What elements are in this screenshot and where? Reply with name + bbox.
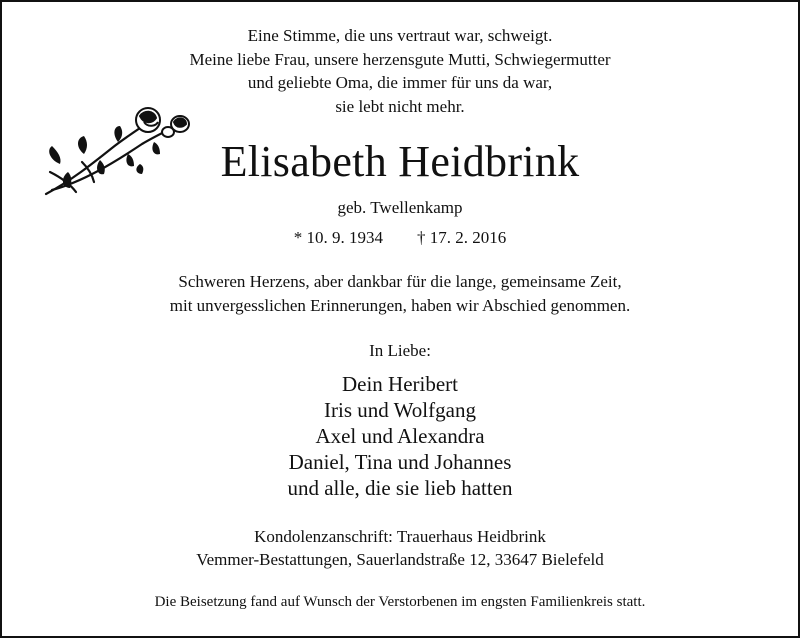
death-date: † 17. 2. 2016 [417, 228, 507, 247]
burial-note: Die Beisetzung fand auf Wunsch der Verstorbenen im engsten Familienkreis statt. [154, 594, 646, 610]
farewell-line: Schweren Herzens, aber dankbar für die lange, gemeinsame Zeit, [178, 272, 622, 291]
mourner: Iris und Wolfgang [324, 398, 476, 422]
address-line: Vemmer-Bestattungen, Sauerlandstraße 12, 33647 Bielefeld [196, 550, 604, 569]
intro-line: sie lebt nicht mehr. [335, 96, 465, 116]
intro-line: und geliebte Oma, die immer für uns da war, [247, 73, 553, 92]
mourner: Dein Heribert [341, 372, 459, 396]
intro-line: Meine liebe Frau, unsere herzensgute Mutti, Schwiegermutter [189, 49, 611, 69]
farewell-line: mit unvergesslichen Erinnerungen, haben wir Abschied genommen. [169, 295, 631, 315]
condolence-address [2, 525, 798, 571]
farewell-text [2, 270, 798, 317]
in-love-label: In Liebe: [369, 341, 431, 360]
mourners-list [2, 371, 798, 501]
mourner: Axel und Alexandra [315, 424, 485, 448]
life-dates [2, 227, 798, 249]
birth-date: * 10. 9. 1934 [293, 228, 383, 247]
mourner: Daniel, Tina und Johannes [288, 450, 512, 474]
maiden-name: geb. Twellenkamp [337, 198, 463, 217]
mourner: und alle, die sie lieb hatten [287, 476, 513, 500]
intro-line: Eine Stimme, die uns vertraut war, schweigt. [247, 26, 553, 45]
deceased-name: Elisabeth Heidbrink [220, 137, 580, 186]
address-line: Kondolenzanschrift: Trauerhaus Heidbrink [254, 527, 546, 546]
